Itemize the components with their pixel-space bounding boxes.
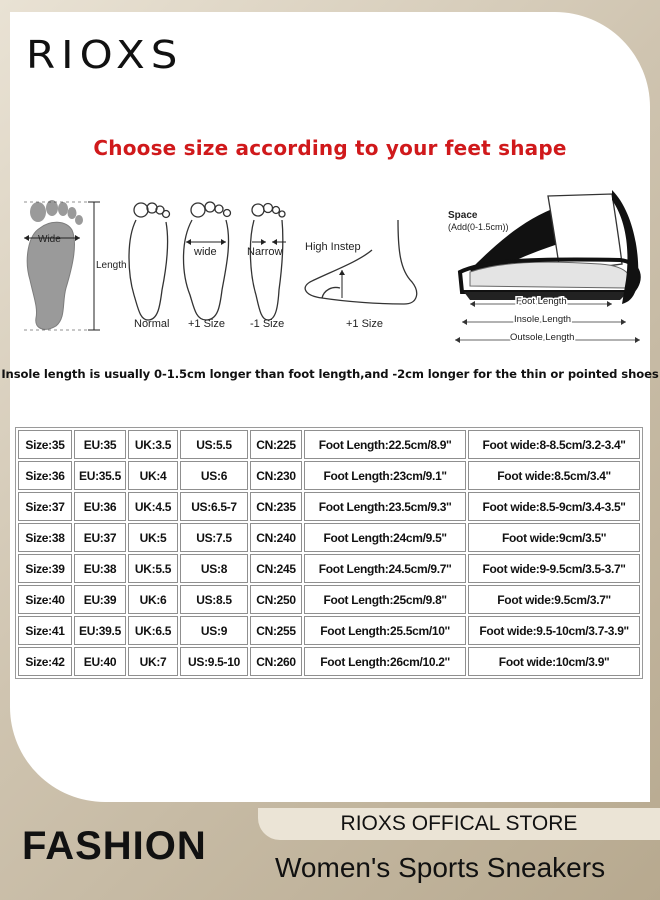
wide-foot-outline	[184, 202, 231, 320]
size-cell: Size:40	[18, 585, 72, 614]
us-cell: US:8	[180, 554, 248, 583]
foot-wide-cell: Foot wide:8-8.5cm/3.2-3.4''	[468, 430, 640, 459]
foot-wide-cell: Foot wide:9cm/3.5''	[468, 523, 640, 552]
table-row	[18, 523, 640, 552]
foot-wide-cell: Foot wide:9-9.5cm/3.5-3.7''	[468, 554, 640, 583]
us-cell: US:8.5	[180, 585, 248, 614]
table-row	[18, 616, 640, 645]
foot-length-cell: Foot Length:24.5cm/9.7''	[304, 554, 466, 583]
uk-cell: UK:4	[128, 461, 178, 490]
uk-cell: UK:3.5	[128, 430, 178, 459]
normal-foot-outline	[129, 203, 170, 320]
foot-caption-normal: Normal	[134, 318, 170, 330]
store-name: RIOXS OFFICAL STORE	[340, 812, 578, 835]
cn-cell: CN:230	[250, 461, 302, 490]
foot-wide-cell: Foot wide:9.5cm/3.7''	[468, 585, 640, 614]
foot-length-cell: Foot Length:26cm/10.2''	[304, 647, 466, 676]
uk-cell: UK:5.5	[128, 554, 178, 583]
size-cell: Size:42	[18, 647, 72, 676]
foot-length-cell: Foot Length:24cm/9.5''	[304, 523, 466, 552]
foot-sole-illustration	[24, 200, 127, 330]
high-instep-foot-outline	[305, 220, 417, 304]
us-cell: US:7.5	[180, 523, 248, 552]
cn-cell: CN:240	[250, 523, 302, 552]
feet-shape-illustrations	[0, 180, 660, 350]
cn-cell: CN:255	[250, 616, 302, 645]
cn-cell: CN:250	[250, 585, 302, 614]
cn-cell: CN:245	[250, 554, 302, 583]
size-chart-table	[15, 427, 643, 679]
brand-logo: RIOXS	[26, 31, 184, 78]
product-line-title: Women's Sports Sneakers	[275, 852, 606, 883]
eu-cell: EU:38	[74, 554, 126, 583]
us-cell: US:6.5-7	[180, 492, 248, 521]
foot-length-label: Foot Length	[516, 296, 567, 307]
size-guide-headline: Choose size according to your feet shape	[93, 136, 567, 160]
foot-wide-cell: Foot wide:8.5cm/3.4''	[468, 461, 640, 490]
insole-length-note: Insole length is usually 0-1.5cm longer than foot length,and -2cm longer for the thin or pointed shoes	[1, 367, 659, 381]
us-cell: US:9	[180, 616, 248, 645]
high-instep-caption: +1 Size	[346, 318, 383, 330]
uk-cell: UK:7	[128, 647, 178, 676]
eu-cell: EU:37	[74, 523, 126, 552]
foot-wide-cell: Foot wide:10cm/3.9''	[468, 647, 640, 676]
foot-length-cell: Foot Length:25cm/9.8''	[304, 585, 466, 614]
foot-length-cell: Foot Length:23cm/9.1''	[304, 461, 466, 490]
foot-caption-wide: +1 Size	[188, 318, 225, 330]
eu-cell: EU:36	[74, 492, 126, 521]
uk-cell: UK:4.5	[128, 492, 178, 521]
eu-cell: EU:39	[74, 585, 126, 614]
uk-cell: UK:6	[128, 585, 178, 614]
insole-length-label: Insole Length	[514, 314, 572, 325]
size-cell: Size:36	[18, 461, 72, 490]
table-row	[18, 647, 640, 676]
cn-cell: CN:235	[250, 492, 302, 521]
high-instep-label: High Instep	[305, 241, 361, 253]
cn-cell: CN:225	[250, 430, 302, 459]
foot-wide-cell: Foot wide:9.5-10cm/3.7-3.9''	[468, 616, 640, 645]
us-cell: US:5.5	[180, 430, 248, 459]
foot-length-cell: Foot Length:22.5cm/8.9''	[304, 430, 466, 459]
cn-cell: CN:260	[250, 647, 302, 676]
eu-cell: EU:35	[74, 430, 126, 459]
table-row	[18, 585, 640, 614]
us-cell: US:9.5-10	[180, 647, 248, 676]
size-cell: Size:37	[18, 492, 72, 521]
table-row	[18, 554, 640, 583]
foot-caption-narrow: -1 Size	[250, 318, 285, 330]
table-row	[18, 461, 640, 490]
fashion-label: FASHION	[22, 824, 207, 868]
size-cell: Size:38	[18, 523, 72, 552]
size-cell: Size:41	[18, 616, 72, 645]
foot-length-cell: Foot Length:25.5cm/10''	[304, 616, 466, 645]
uk-cell: UK:6.5	[128, 616, 178, 645]
shoe-space-value: (Add(0-1.5cm))	[448, 222, 509, 232]
eu-cell: EU:40	[74, 647, 126, 676]
foot-wide-cell: Foot wide:8.5-9cm/3.4-3.5''	[468, 492, 640, 521]
uk-cell: UK:5	[128, 523, 178, 552]
table-row	[18, 430, 640, 459]
size-cell: Size:39	[18, 554, 72, 583]
table-row	[18, 492, 640, 521]
size-cell: Size:35	[18, 430, 72, 459]
foot-top-label-wide: wide	[194, 246, 217, 258]
shoe-space-label: Space	[448, 210, 478, 221]
eu-cell: EU:35.5	[74, 461, 126, 490]
sole-wide-label: Wide	[38, 234, 61, 245]
foot-length-cell: Foot Length:23.5cm/9.3''	[304, 492, 466, 521]
us-cell: US:6	[180, 461, 248, 490]
sole-length-label: Length	[96, 260, 127, 271]
content-card	[10, 12, 650, 802]
eu-cell: EU:39.5	[74, 616, 126, 645]
narrow-foot-outline	[250, 204, 285, 321]
foot-top-label-narrow: Narrow	[247, 246, 283, 258]
outsole-length-label: Outsole Length	[510, 332, 575, 343]
